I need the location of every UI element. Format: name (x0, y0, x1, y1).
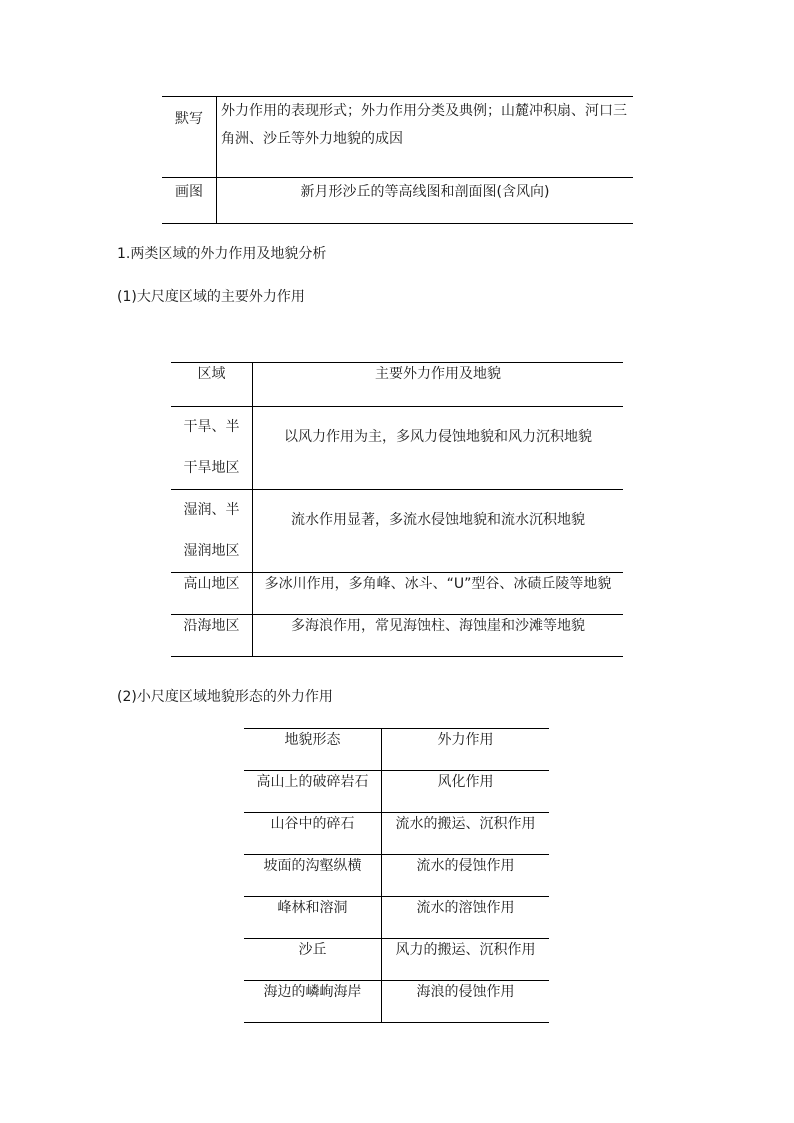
process-cell: 流水的搬运、沉积作用 (382, 813, 550, 855)
description-cell: 以风力作用为主，多风力侵蚀地貌和风力沉积地貌 (253, 407, 624, 490)
task-label: 画图 (162, 178, 217, 224)
table-row (162, 97, 633, 178)
description-cell: 多冰川作用，多角峰、冰斗、“U”型谷、冰碛丘陵等地貌 (253, 573, 624, 615)
table-row (244, 897, 549, 939)
task-content: 新月形沙丘的等高线图和剖面图(含风向) (300, 184, 550, 200)
table-row (171, 615, 623, 657)
process-cell: 风化作用 (382, 771, 550, 813)
column-header: 区域 (171, 363, 253, 407)
description-cell: 多海浪作用，常见海蚀柱、海蚀崖和沙滩等地貌 (291, 618, 585, 634)
column-header: 主要外力作用及地貌 (253, 363, 624, 407)
column-header: 地貌形态 (244, 729, 382, 771)
landform-cell: 峰林和溶洞 (244, 897, 382, 939)
region-cell (171, 490, 253, 573)
landform-cell: 沙丘 (244, 939, 382, 981)
process-cell: 流水的侵蚀作用 (382, 855, 550, 897)
table-row (171, 407, 623, 490)
table-row (244, 771, 549, 813)
table-row (171, 573, 623, 615)
table-row (162, 178, 633, 224)
task-label: 默写 (162, 97, 217, 178)
region-cell: 高山地区 (171, 573, 253, 615)
process-cell: 流水的溶蚀作用 (382, 897, 550, 939)
landform-cell: 坡面的沟壑纵横 (244, 855, 382, 897)
table-row (244, 813, 549, 855)
process-cell: 海浪的侵蚀作用 (416, 984, 515, 1000)
table-row (244, 855, 549, 897)
region-line: 干旱地区 (183, 460, 240, 476)
region-cell: 沿海地区 (171, 615, 253, 657)
landform-cell: 高山上的破碎岩石 (244, 771, 382, 813)
table-row (244, 981, 549, 1023)
column-header: 外力作用 (382, 729, 550, 771)
small-scale-landform-table (244, 728, 549, 1023)
table-row (171, 490, 623, 573)
process-cell: 风力的搬运、沉积作用 (382, 939, 550, 981)
landform-cell: 海边的嶙峋海岸 (244, 981, 382, 1023)
region-cell (171, 407, 253, 490)
task-content: 外力作用的表现形式；外力作用分类及典例；山麓冲积扇、河口三角洲、沙丘等外力地貌的成因 (217, 97, 634, 178)
large-scale-region-table (171, 362, 623, 657)
review-task-table (162, 96, 633, 224)
section-heading: 1.两类区域的外力作用及地貌分析 (117, 246, 327, 262)
region-line: 干旱、半 (183, 419, 240, 435)
table-header-row (244, 729, 549, 771)
subsection-heading: (2)小尺度区域地貌形态的外力作用 (117, 689, 333, 705)
description-cell: 流水作用显著，多流水侵蚀地貌和流水沉积地貌 (253, 490, 624, 573)
subsection-heading: (1)大尺度区域的主要外力作用 (117, 289, 305, 305)
table-row (244, 939, 549, 981)
region-line: 湿润、半 (183, 502, 240, 518)
table-header-row (171, 363, 623, 407)
landform-cell: 山谷中的碎石 (244, 813, 382, 855)
region-line: 湿润地区 (183, 543, 240, 559)
